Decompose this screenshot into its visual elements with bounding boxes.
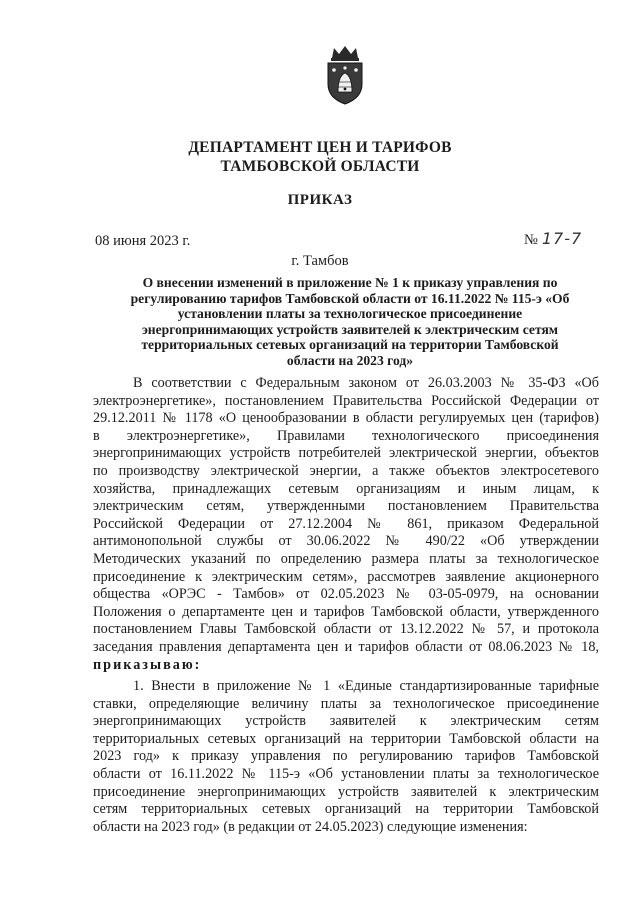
text-line: ставки, определяющие величину платы за технологическое присоединение: [93, 695, 599, 712]
text-line: В соответствии с Федеральным законом от 26.03.2003 № 35-ФЗ «Об: [133, 375, 599, 391]
text-line: постановлением Главы Тамбовской области от 13.12.2022 № 57, и протокола: [93, 621, 599, 638]
department-line-2: ТАМБОВСКОЙ ОБЛАСТИ: [220, 158, 420, 175]
text-line: сетям территориальных сетевых организаций на территории Тамбовской: [93, 801, 599, 818]
text-line: 1. Внести в приложение № 1 «Единые стандартизированные тарифные: [133, 678, 599, 694]
subject-line: О внесении изменений в приложение № 1 к приказу управления по: [142, 275, 558, 290]
text-line: территориальных сетевых организаций на территории Тамбовской области на: [93, 730, 599, 747]
text-line: по производству электрической энергии, а также объектов электросетевого: [93, 462, 599, 479]
coat-of-arms-icon: [320, 44, 370, 106]
subject-line: области на 2023 год»: [286, 352, 414, 368]
text-line: антимонопольной службы от 30.06.2022 № 490/22 «Об утверждении: [93, 533, 599, 550]
text-line: электрическим сетям, утвержденными постановлением Правительства: [93, 498, 599, 515]
subject-line: энергопринимающих устройств заявителей к электрическим сетям: [141, 321, 559, 337]
text-line: 29.12.2011 № 1178 «О ценообразовании в области регулируемых цен (тарифов): [93, 410, 599, 427]
preamble-paragraph: [93, 375, 599, 674]
text-line: энергопринимающих устройств заявителей к электрическим сетям: [93, 713, 599, 730]
document-subject: [110, 275, 590, 369]
order-word: приказываю:: [93, 656, 202, 673]
document-date: 08 июня 2023 г.: [95, 233, 191, 249]
text-line: в электроэнергетике», Правилами технологического присоединения: [93, 427, 599, 444]
text-line: общества «ОРЭС - Тамбов» от 02.05.2023 № 03-05-0979, на основании: [93, 586, 599, 603]
text-line: Российской Федерации от 27.12.2004 № 861, приказом Федеральной: [93, 515, 599, 532]
department-name: [0, 138, 640, 176]
text-line: электроэнергетике», постановлением Правительства Российской Федерации от: [93, 392, 599, 409]
text-line: Положения о департаменте цен и тарифов Тамбовской области, утвержденного: [93, 603, 599, 620]
text-line: 2023 год» к приказу управления по регулированию тарифов Тамбовской: [93, 748, 599, 765]
text-line: присоединение к электрическим сетям», рассмотрев заявление акционерного: [93, 568, 599, 585]
text-line: энергопринимающих устройств потребителей электрической энергии, объектов: [93, 445, 599, 462]
text-line: присоединение энергопринимающих устройств заявителей к электрическим: [93, 783, 599, 800]
subject-line: регулированию тарифов Тамбовской области от 16.11.2022 № 115-э «Об: [130, 290, 570, 306]
text-line: области от 16.11.2022 № 115-э «Об установлении платы за технологическое: [93, 765, 599, 782]
item-1-paragraph: [93, 678, 599, 836]
text-line: области на 2023 год» (в редакции от 24.05.2023) следующие изменения:: [93, 818, 528, 835]
text-line: заседания правления департамента цен и тарифов области от 08.06.2023 № 18,: [93, 638, 599, 655]
text-line: Методических указаний по определению размера платы за технологическое: [93, 550, 599, 567]
subject-line: территориальных сетевых организаций на территории Тамбовской: [141, 337, 559, 353]
handwritten-number: 17-7: [541, 229, 583, 248]
department-line-1: ДЕПАРТАМЕНТ ЦЕН И ТАРИФОВ: [188, 139, 452, 156]
number-prefix: №: [524, 232, 538, 248]
document-type: ПРИКАЗ: [287, 192, 353, 208]
document-number: [524, 229, 582, 249]
document-city: г. Тамбов: [291, 253, 349, 269]
subject-line: установлении платы за технологическое присоединение: [177, 306, 523, 322]
text-line: хозяйства, принадлежащих сетевым организациям и иным лицам, к: [93, 480, 599, 497]
